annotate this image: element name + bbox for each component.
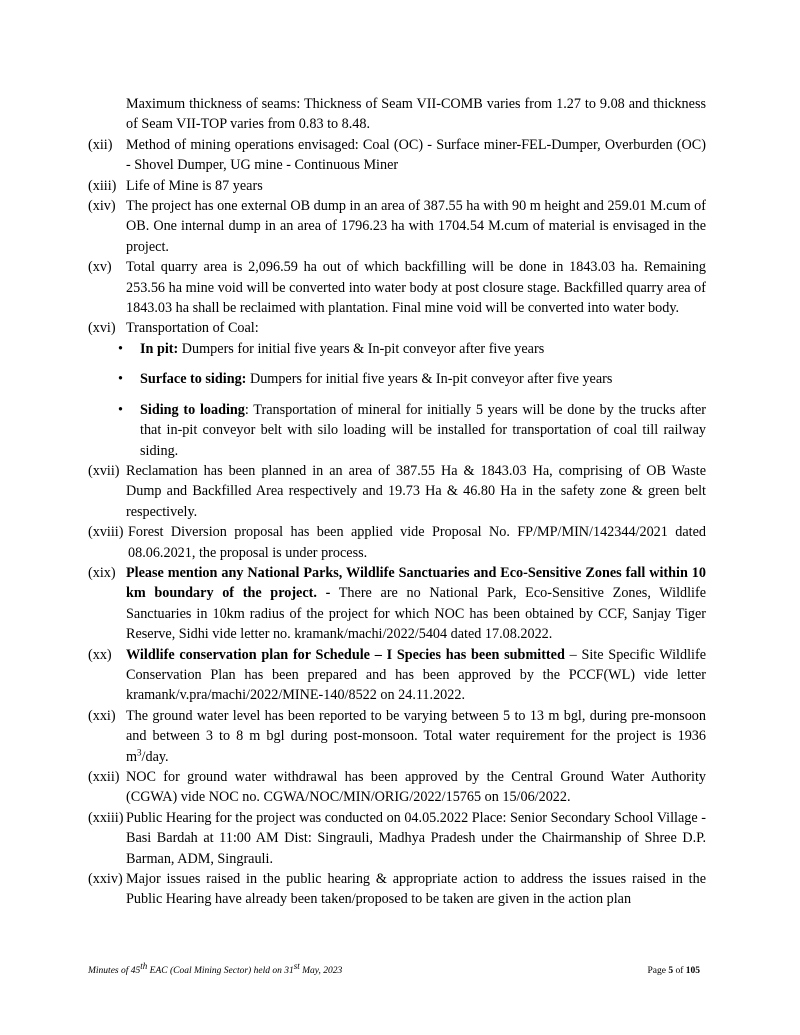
item-text: There are no National Park, Eco-Sensitive Zones, Wildlife Sanctuaries in 10km radius of the project for which NOC has been obtained by CCF, Sanjay Tiger Reserve, Sidhi vide letter no. kramank/machi/2022/5404 dated 17.08.2022. bbox=[126, 585, 707, 643]
bullet-text: Dumpers for initial five years & In-pit conveyor after five years bbox=[178, 340, 545, 357]
item-number: (xii) bbox=[88, 136, 113, 153]
item-xvii bbox=[88, 461, 706, 522]
transport-bullet-list bbox=[88, 339, 706, 461]
item-text: The ground water level has been reported to be varying between 5 to 13 m bgl, during pre-monsoon and between 3 to 8 m bgl during post-monsoon. Total water requirement for the project is 1936 m bbox=[126, 707, 706, 765]
bullet-dot-icon: • bbox=[118, 401, 123, 418]
item-xv bbox=[88, 257, 706, 318]
page-footer bbox=[88, 961, 700, 977]
item-text: Transportation of Coal: bbox=[126, 320, 259, 337]
item-text: Life of Mine is 87 years bbox=[126, 177, 263, 194]
bullet-surface-to-siding bbox=[88, 369, 706, 389]
item-number: (xviii) bbox=[88, 524, 124, 541]
item-number: (xxi) bbox=[88, 707, 116, 724]
item-text: Forest Diversion proposal has been applied vide Proposal No. FP/MP/MIN/142344/2021 dated 08.06.2021, the proposal is under process. bbox=[128, 524, 706, 561]
item-xvi bbox=[88, 318, 706, 338]
bullet-siding-to-loading bbox=[88, 400, 706, 461]
item-xviii bbox=[88, 522, 706, 563]
item-number: (xiii) bbox=[88, 177, 117, 194]
item-bold-heading: Wildlife conservation plan for Schedule – I Species has been submitted bbox=[126, 646, 565, 663]
item-xiv bbox=[88, 196, 706, 257]
item-xii bbox=[88, 135, 706, 176]
item-number: (xvi) bbox=[88, 320, 116, 337]
superscript: 3 bbox=[137, 746, 142, 757]
item-xxii bbox=[88, 767, 706, 808]
item-text: Reclamation has been planned in an area of 387.55 Ha & 1843.03 Ha, comprising of OB Waste Dump and Backfilled Area respectively and 19.73 Ha & 46.80 Ha in the safety zone & green belt respectively. bbox=[126, 462, 706, 520]
item-number: (xix) bbox=[88, 564, 116, 581]
item-xxiv bbox=[88, 869, 706, 910]
bullet-in-pit bbox=[88, 339, 706, 359]
seam-thickness-paragraph: Maximum thickness of seams: Thickness of Seam VII-COMB varies from 1.27 to 9.08 and thickness of Seam VII-TOP varies from 0.83 to 8.48. bbox=[126, 96, 706, 133]
bullet-dot-icon: • bbox=[118, 371, 123, 388]
item-xix bbox=[88, 563, 706, 645]
bullet-label: Siding to loading bbox=[140, 401, 245, 418]
footer-page-number: Page 5 of 105 bbox=[647, 966, 700, 976]
item-text-tail: /day. bbox=[141, 748, 169, 765]
item-xiii bbox=[88, 176, 706, 196]
item-number: (xx) bbox=[88, 646, 112, 663]
item-number: (xvii) bbox=[88, 462, 120, 479]
item-xx bbox=[88, 645, 706, 706]
document-body bbox=[88, 94, 706, 910]
item-xxiii bbox=[88, 808, 706, 869]
item-text: Major issues raised in the public hearing & appropriate action to address the issues raised in the Public Hearing have already been taken/proposed to be taken are given in the action plan bbox=[126, 871, 706, 908]
item-text: – Site Specific Wildlife Conservation Plan has been prepared and has been approved by the PCCF(WL) vide letter kramank/v.pra/machi/2022/MINE-140/8522 on 24.11.2022. bbox=[126, 646, 706, 704]
bullet-label: In pit: bbox=[140, 340, 179, 357]
item-number: (xxiv) bbox=[88, 871, 123, 888]
item-text: Total quarry area is 2,096.59 ha out of which backfilling will be done in 1843.03 ha. Remaining 253.56 ha mine void will be converted into water body at post closure stage. Backfilled quarry area of 1843.03 ha shall be reclaimed with plantation. Final mine void will be converted into water body. bbox=[126, 259, 706, 317]
item-xxi bbox=[88, 706, 706, 767]
footer-minutes-title: Minutes of 45th EAC (Coal Mining Sector) held on 31st May, 2023 bbox=[88, 961, 343, 977]
bullet-text: : Transportation of mineral for initially 5 years will be done by the trucks after that in-pit conveyor belt with silo loading will be installed for transportation of coal till railway siding. bbox=[140, 401, 706, 459]
bullet-text: Dumpers for initial five years & In-pit conveyor after five years bbox=[246, 371, 613, 388]
item-text: The project has one external OB dump in an area of 387.55 ha with 90 m height and 259.01 M.cum of OB. One internal dump in an area of 1796.23 ha with 1704.54 M.cum of material is envisaged in the project. bbox=[126, 198, 706, 255]
item-number: (xxii) bbox=[88, 769, 120, 785]
item-number: (xv) bbox=[88, 259, 112, 276]
item-number: (xxiii) bbox=[88, 809, 124, 826]
item-number: (xiv) bbox=[88, 198, 116, 215]
bullet-label: Surface to siding: bbox=[140, 371, 247, 388]
item-text: Method of mining operations envisaged: Coal (OC) - Surface miner-FEL-Dumper, Overburden (OC) - Shovel Dumper, UG mine - Continuous Miner bbox=[126, 136, 706, 174]
item-text: Public Hearing for the project was conducted on 04.05.2022 Place: Senior Secondary School Village - Basi Bardah at 11:00 AM Dist: Singrauli, Madhya Pradesh under the Chairmanship of Shree D.P. Barman, ADM, Singrauli. bbox=[126, 809, 706, 867]
item-bold-heading: Please mention any National Parks, Wildlife Sanctuaries and Eco-Sensitive Zones fall within 10 km boundary of the project. - bbox=[126, 564, 706, 602]
item-text: NOC for ground water withdrawal has been approved by the Central Ground Water Authority (CGWA) vide NOC no. CGWA/NOC/MIN/ORIG/2022/15765 on 15/06/2022. bbox=[126, 769, 706, 806]
bullet-dot-icon: • bbox=[118, 340, 123, 357]
